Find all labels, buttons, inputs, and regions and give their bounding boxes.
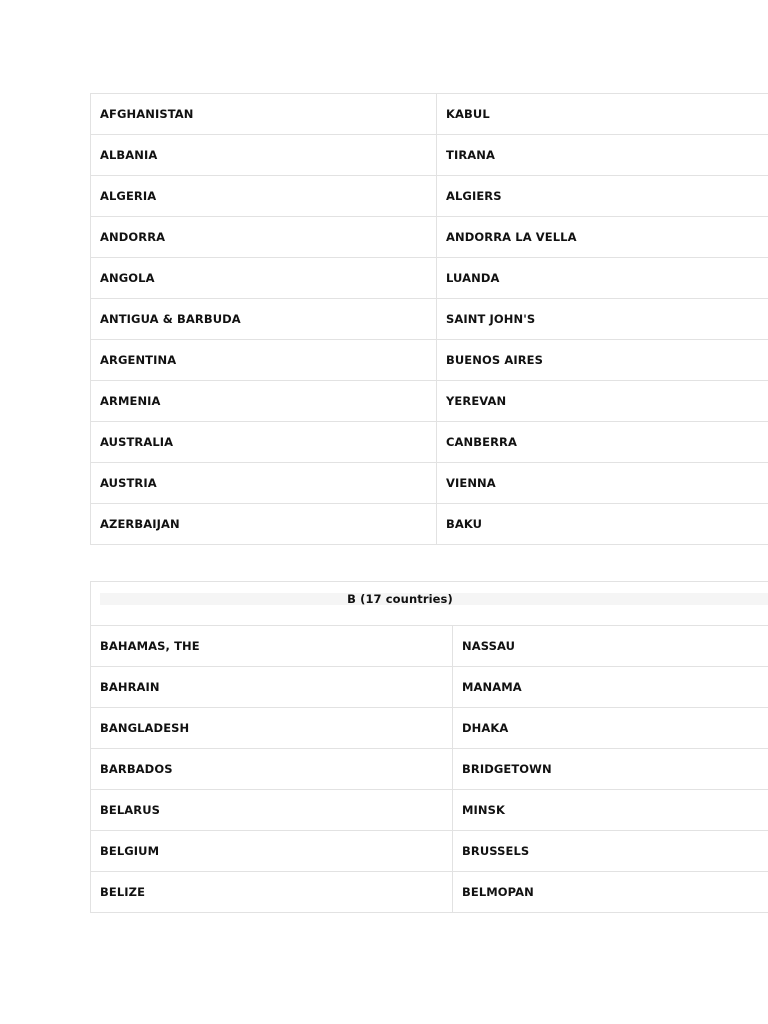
section-heading: B (17 countries)	[100, 593, 768, 605]
table-row	[91, 790, 768, 831]
capital-cell: VIENNA	[437, 463, 768, 504]
capital-cell: BRIDGETOWN	[453, 749, 768, 790]
capital-cell: SAINT JOHN'S	[437, 299, 768, 340]
table-row	[91, 135, 768, 176]
country-cell: BARBADOS	[91, 749, 453, 790]
table-row	[91, 708, 768, 749]
table-row	[91, 381, 768, 422]
country-cell: BAHRAIN	[91, 667, 453, 708]
section-header-row	[91, 582, 768, 626]
table-row	[91, 463, 768, 504]
country-cell: BELARUS	[91, 790, 453, 831]
table-row	[91, 340, 768, 381]
capital-cell: NASSAU	[453, 626, 768, 667]
capital-cell: ALGIERS	[437, 176, 768, 217]
country-cell: BELIZE	[91, 872, 453, 913]
capital-cell: CANBERRA	[437, 422, 768, 463]
country-cell: ARMENIA	[91, 381, 437, 422]
table-row	[91, 872, 768, 913]
country-cell: BANGLADESH	[91, 708, 453, 749]
capital-cell: KABUL	[437, 94, 768, 135]
capital-cell: LUANDA	[437, 258, 768, 299]
table-row	[91, 504, 768, 545]
country-cell: BELGIUM	[91, 831, 453, 872]
country-cell: ALGERIA	[91, 176, 437, 217]
country-cell: ANDORRA	[91, 217, 437, 258]
table-row	[91, 831, 768, 872]
countries-table-b	[90, 581, 768, 913]
country-cell: AZERBAIJAN	[91, 504, 437, 545]
country-cell: AUSTRIA	[91, 463, 437, 504]
country-cell: ANTIGUA & BARBUDA	[91, 299, 437, 340]
capital-cell: BELMOPAN	[453, 872, 768, 913]
capital-cell: BAKU	[437, 504, 768, 545]
capital-cell: YEREVAN	[437, 381, 768, 422]
country-cell: ARGENTINA	[91, 340, 437, 381]
country-cell: AUSTRALIA	[91, 422, 437, 463]
table-row	[91, 422, 768, 463]
capital-cell: BUENOS AIRES	[437, 340, 768, 381]
table-row	[91, 94, 768, 135]
capital-cell: MANAMA	[453, 667, 768, 708]
capital-cell: MINSK	[453, 790, 768, 831]
table-row	[91, 749, 768, 790]
capital-cell: ANDORRA LA VELLA	[437, 217, 768, 258]
table-row	[91, 299, 768, 340]
table-row	[91, 217, 768, 258]
capital-cell: TIRANA	[437, 135, 768, 176]
countries-table-a	[90, 93, 768, 545]
country-cell: AFGHANISTAN	[91, 94, 437, 135]
country-cell: ANGOLA	[91, 258, 437, 299]
table-row	[91, 176, 768, 217]
section-header-cell	[91, 582, 768, 626]
table-row	[91, 626, 768, 667]
capital-cell: BRUSSELS	[453, 831, 768, 872]
table-row	[91, 667, 768, 708]
country-cell: BAHAMAS, THE	[91, 626, 453, 667]
country-cell: ALBANIA	[91, 135, 437, 176]
table-row	[91, 258, 768, 299]
capital-cell: DHAKA	[453, 708, 768, 749]
